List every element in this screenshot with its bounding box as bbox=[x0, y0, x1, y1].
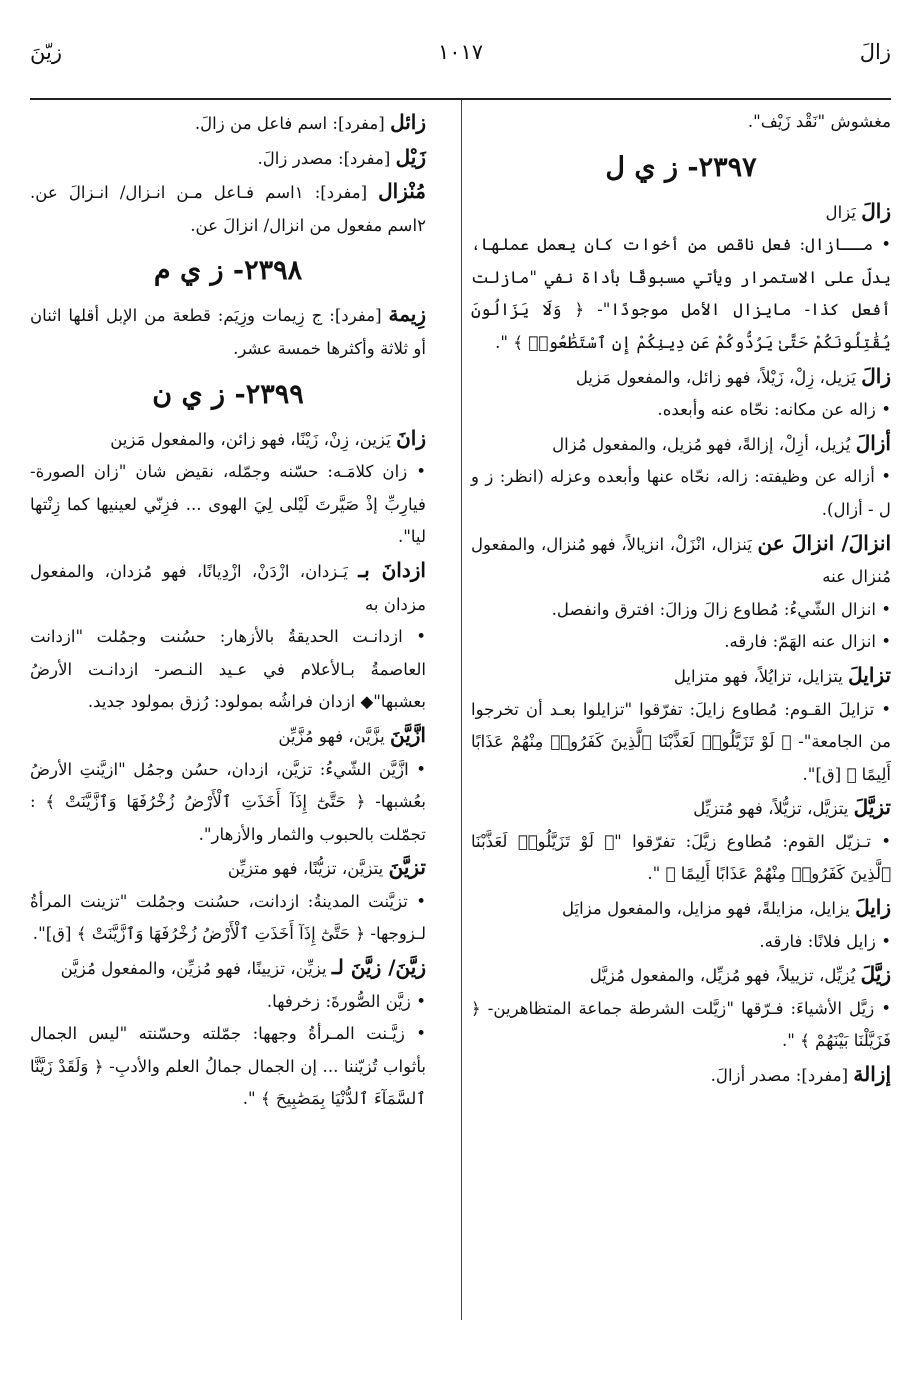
headword: زِيمة bbox=[388, 302, 426, 327]
header-right-keyword: زالَ bbox=[859, 40, 891, 64]
entry-text: • انزال عنه الهَمّ: فارقه. bbox=[724, 632, 891, 652]
entry-text: • زيَّـنت المـرأةُ وجهها: جمّلته وحسّنته "ليس الجمال بأثواب تُزيّننا ... إن الجمال جمالُ العلم والأدبِ- ﴿ وَلَقَدْ زَيَّنَّا ٱلسَّمَآءَ ٱلدُّنْيَا بِمَصَٰبِيحَ ﴾ ". bbox=[30, 1024, 426, 1109]
dictionary-entry bbox=[471, 826, 891, 891]
headword: تزايلَ bbox=[848, 662, 891, 687]
headword: تزيَّنَ bbox=[388, 855, 426, 880]
headword: إزالة bbox=[853, 1062, 891, 1087]
dictionary-entry bbox=[471, 659, 891, 694]
headword: زالَ bbox=[861, 363, 891, 388]
headword: ازدانَ بـ bbox=[358, 557, 426, 582]
headword: زائل bbox=[390, 110, 426, 134]
headword: مُنْزال bbox=[378, 179, 426, 204]
entry-text: • تـزيّل القوم: مُطاوع زيَّلَ: تفرّقوا "﴿ لَوْ تَزَيَّلُوا۟ لَعَذَّبْنَا ٱلَّذِينَ كَفَرُوا۟ مِنْهُمْ عَذَابًا أَلِيمًا ﴾ ". bbox=[471, 831, 891, 884]
dictionary-entry bbox=[30, 951, 426, 986]
dictionary-entry bbox=[30, 298, 426, 365]
dictionary-entry bbox=[30, 886, 426, 951]
dictionary-entry bbox=[30, 456, 426, 554]
dictionary-entry bbox=[471, 626, 891, 659]
entry-text: يزيِّن، تزيينًا، فهو مُزيِّن، والمفعول مُزيَّن bbox=[60, 959, 332, 979]
entry-text: [مفرد]: مصدر أزالَ. bbox=[710, 1066, 854, 1086]
dictionary-entry bbox=[471, 461, 891, 526]
entry-text: • زان كلامَـه: حسّنه وجمّله، نقيض شان "زان الصورة- فيارِبِّ إذْ صَيَّرتَ لَيْلى لِيَ الهوى ... فزِنّي لعينيها كما زِنْتها ليا". bbox=[30, 462, 426, 547]
headword: ازَّيَّنَ bbox=[389, 722, 426, 747]
entry-text: [مفرد]: ج زِيمات وزِيَم: قطعة من الإبل أقلها اثنان أو ثلاثة وأكثرها خمسة عشر. bbox=[30, 306, 426, 358]
dictionary-entry bbox=[471, 958, 891, 993]
entry-text: • زيَّل الأشياءَ: فـرّقها "زيَّلت الشرطة جماعة المتظاهرين- ﴿ فَزَيَّلْنَا بَيْنَهُمْ ﴾ ". bbox=[471, 998, 891, 1051]
headword: زيَّنَ/ زيَّنَ لـ bbox=[331, 955, 426, 980]
dictionary-entry bbox=[471, 1058, 891, 1093]
dictionary-entry bbox=[30, 422, 426, 457]
dictionary-entry bbox=[471, 394, 891, 427]
entry-text: • مــازال: فعل ناقص من أخوات كان يعمل عملها، يدلّ على الاستمرار ويأتي مسبوقًا بأداة نفي "مازلت أفعل كذا- مايزال الأمل موجودًا"- ﴿ وَلَا يَزَالُونَ يُقَٰتِلُونَكُمْ حَتَّىٰ يَرُدُّوكُمْ عَن دِينِكُمْ إِنِ ٱسْتَطَٰعُوا۟ ﴾ ". bbox=[471, 235, 891, 352]
entry-text: [مفرد]: مصدر زالَ. bbox=[257, 148, 396, 168]
header-left-keyword: زيّنَ bbox=[30, 40, 62, 64]
entry-text: يَنزال، انْزَلْ، انزيالاً، فهو مُنزال، والمفعول مُنزال عنه bbox=[471, 534, 891, 587]
entry-text: يتزيَّن، تزيُّنًا، فهو متزيِّن bbox=[227, 859, 389, 879]
section-heading: ٢٣٩٧- ز ي ل bbox=[605, 151, 757, 183]
dictionary-entry bbox=[30, 986, 426, 1019]
section-heading: ٢٣٩٨- ز ي م bbox=[153, 255, 303, 287]
entry-text: يَـزدان، ازْدَنْ، ازْدِيانًا، فهو مُزدان، والمفعول مزدان به bbox=[30, 561, 426, 614]
entry-text: • انزال الشّيءُ: مُطاوع زالَ وزالَ: افترق وانفصل. bbox=[551, 599, 891, 619]
headword: زانَ bbox=[396, 425, 426, 450]
dictionary-entry bbox=[471, 360, 891, 395]
dictionary-entry bbox=[30, 141, 426, 176]
page-number: ١٠١٧ bbox=[437, 40, 484, 64]
dictionary-entry bbox=[471, 527, 891, 594]
dictionary-entry bbox=[471, 891, 891, 926]
dictionary-entry bbox=[30, 554, 426, 621]
dictionary-entry bbox=[30, 851, 426, 886]
headword: زيَّلَ bbox=[860, 962, 891, 987]
entry-text: يُزيل، أزِلْ، إزالةً، فهو مُزيل، والمفعول مُزال bbox=[552, 434, 856, 454]
headword: زَيْل bbox=[395, 144, 426, 169]
entry-text: يَزال bbox=[825, 202, 862, 222]
dictionary-entry bbox=[471, 427, 891, 462]
entry-text: يزايل، مزايلةً، فهو مزايل، والمفعول مزايَل bbox=[561, 899, 856, 919]
entry-text: • زايل فلانًا: فارقه. bbox=[759, 931, 891, 951]
dictionary-entry bbox=[30, 175, 426, 242]
entry-text: يَزيل، زِلْ، زَيْلاً، فهو زائل، والمفعول مَزيل bbox=[575, 367, 862, 387]
dictionary-entry bbox=[30, 1018, 426, 1116]
entry-text: يزَّيَّن، فهو مُزَّيِّن bbox=[278, 726, 390, 746]
headword: انزالَ/ انزالَ عن bbox=[757, 530, 891, 555]
entry-text: • زاله عن مكانه: نحّاه عنه وأبعده. bbox=[657, 400, 891, 420]
entry-text: يَزين، زِنْ، زَيْنًا، فهو زائن، والمفعول مَزين bbox=[110, 429, 397, 449]
dictionary-entry bbox=[471, 694, 891, 792]
entry-text: • ازَّيَّن الشّيءُ: تزيَّن، ازدان، حسُن وجمُل "ازيَّنتِ الأرضُ بعُشبها- ﴿ حَتَّىٰٓ إِذَآ أَخَذَتِ ٱلْأَرْضُ زُخْرُفَهَا وَٱزَّيَّنَتْ ﴾ : تجمّلت بالحبوب والثمار والأزهار". bbox=[30, 759, 426, 844]
dictionary-entry bbox=[30, 754, 426, 852]
dictionary-entry bbox=[30, 719, 426, 754]
headword: زايلَ bbox=[855, 895, 891, 920]
entry-text: مغشوش "نَقْد زَيْف". bbox=[747, 112, 891, 131]
dictionary-entry bbox=[471, 106, 891, 139]
dictionary-entry bbox=[30, 621, 426, 719]
dictionary-entry bbox=[471, 594, 891, 627]
entry-text: • تزايلَ القـوم: مُطاوع زايلَ: تفرّقوا "تزايلوا بعـد أن تخرجوا من الجامعة"- ﴿ لَوْ تَزَيَّلُوا۟ لَعَذَّبْنَا ٱلَّذِينَ كَفَرُوا۟ مِنْهُمْ عَذَابًا أَلِيمًا ﴾ [ق]". bbox=[471, 699, 891, 784]
entry-text: يتزايل، تزايُلاً، فهو متزايل bbox=[673, 666, 849, 686]
entry-text: • تزيَّنت المدينةُ: ازدانت، حسُنت وجمُلت "تزينت المرأةُ لـزوجها- ﴿ حَتَّىٰٓ إِذَآ أَخَذَتِ ٱلْأَرْضُ زُخْرُفَهَا وَٱزَّيَّنَتْ ﴾ [ق]". bbox=[30, 891, 426, 944]
right-column bbox=[471, 106, 891, 1093]
headword: زالَ bbox=[861, 198, 891, 223]
entry-text: [مفرد]: ١اسم فـاعل مـن انـزال/ انـزالَ عن. ٢اسم مفعول من انزال/ انزالَ عن. bbox=[30, 183, 426, 235]
entry-text: يُزيِّل، تزييلاً، فهو مُزيِّل، والمفعول مُزيَّل bbox=[589, 966, 861, 986]
section-heading: ٢٣٩٩- ز ي ن bbox=[152, 378, 304, 410]
entry-text: • أزاله عن وظيفته: زاله، نحّاه عنها وأبعده وعزله (انظر: ز و ل - أزال). bbox=[471, 467, 891, 519]
headword: تزيَّلَ bbox=[853, 795, 891, 820]
dictionary-entry bbox=[471, 195, 891, 230]
dictionary-entry bbox=[471, 229, 891, 359]
page-header bbox=[30, 40, 891, 96]
dictionary-entry bbox=[471, 791, 891, 826]
column-divider bbox=[461, 100, 462, 1320]
dictionary-entry bbox=[471, 993, 891, 1058]
headword: أزالَ bbox=[855, 430, 891, 455]
entry-text: • ازدانـت الحديقةُ بالأزهار: حسُنت وجمُلت "ازدانت العاصمةُ بـالأعلام في عـيد النـصر- ازدانـت الأرضُ بعشبها"◆ ازدان فراشُه بمولود: رُزق بمولود جديد. bbox=[30, 627, 426, 712]
dictionary-entry bbox=[30, 106, 426, 141]
dictionary-entry bbox=[471, 926, 891, 959]
entry-text: يتزيَّل، تزيُّلاً، فهو مُتزيِّل bbox=[693, 799, 854, 819]
entry-text: • زيَّن الصُّورةَ: زخرفها. bbox=[266, 991, 426, 1011]
entry-text: [مفرد]: اسم فاعل من زالَ. bbox=[194, 114, 391, 133]
left-column bbox=[30, 106, 426, 1116]
